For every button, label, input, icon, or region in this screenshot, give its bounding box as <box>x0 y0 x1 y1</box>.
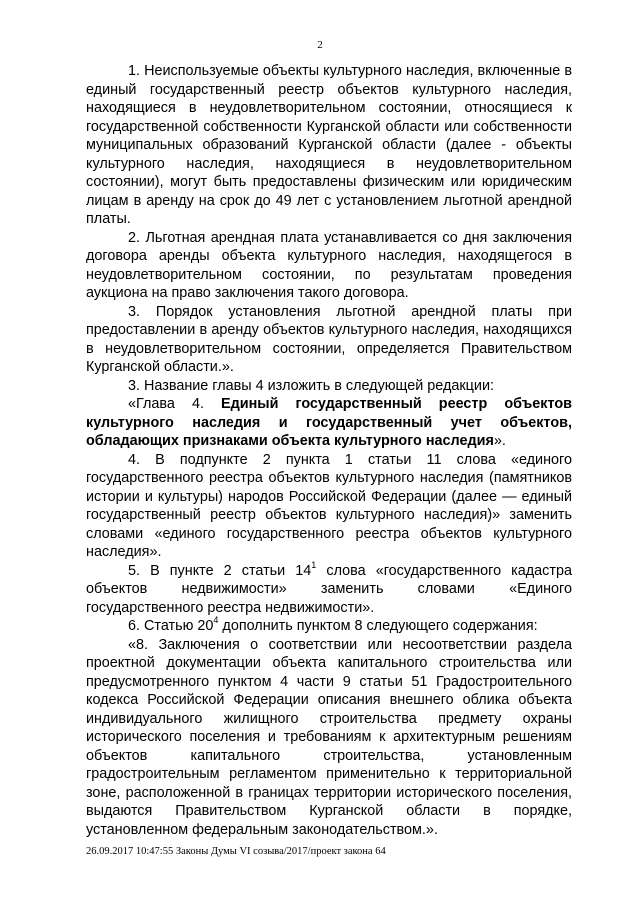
paragraph-5-before: 5. В пункте 2 статьи 14 <box>128 562 312 579</box>
paragraph-5 <box>86 559 572 618</box>
paragraph-6-after: дополнить пунктом 8 следующего содержания: <box>218 618 538 634</box>
page-number: 2 <box>317 39 323 51</box>
paragraph-6 <box>86 617 572 636</box>
paragraph-3: 3. Порядок установления льготной арендной платы при предоставлении в аренду объектов культурного наследия, находящихся в неудовлетворительном состоянии, определяется Правительством Курганской области.». <box>86 303 572 375</box>
chapter-title-suffix: ». <box>493 433 506 449</box>
paragraph-5-superscript: 1 <box>311 559 317 570</box>
paragraph-6-superscript: 4 <box>213 615 219 626</box>
chapter-title-paragraph <box>86 395 572 451</box>
chapter-title-prefix: «Глава 4. <box>128 396 204 412</box>
paragraph-4: 4. В подпункте 2 пункта 1 статьи 11 слова «единого государственного реестра объектов культурного наследия (памятников истории и культуры) народов Российской Федерации (далее — единый государственный реестр объектов культурного наследия)» заменить словами «единого государственного реестра объектов культурного наследия». <box>86 451 572 560</box>
paragraph-8-quote: «8. Заключения о соответствии или несоответствии раздела проектной документации объекта капитального строительства или предусмотренного пунктом 4 части 9 статьи 51 Градостроительного кодекса Российской Федерации описания внешнего облика объекта индивидуального жилищного строительства предмету охраны исторического поселения и требованиям к архитектурным решениям объектов капитального строительства, установленным градостроительным регламентом применительно к территориальной зоне, расположенной в границах территории исторического поселения, выдаются Правительством Курганской области в порядке, установленном федеральным законодательством.». <box>86 636 572 838</box>
paragraph-chapter-rename: 3. Название главы 4 изложить в следующей редакции: <box>128 377 494 394</box>
paragraph-5-after: слова «государственного кадастра объектов недвижимости» заменить словами «Единого государственного реестра недвижимости». <box>86 562 572 616</box>
document-footer: 26.09.2017 10:47:55 Законы Думы VI созыва/2017/проект закона 64 <box>86 846 386 857</box>
paragraph-2: 2. Льготная арендная плата устанавливается со дня заключения договора аренды объекта культурного наследия, находящегося в неудовлетворительном состоянии, по результатам проведения аукциона на право заключения такого договора. <box>86 229 572 301</box>
chapter-title-bold: Единый государственный реестр объектов культурного наследия и государственный учет объектов, обладающих признаками объекта культурного наследия <box>86 396 573 449</box>
paragraph-1: 1. Неиспользуемые объекты культурного наследия, включенные в единый государственный реестр объектов культурного наследия, находящиеся в неудовлетворительном состоянии, относящиеся к государственной собственности Курганской области или собственности муниципальных образований Курганской области (далее - объекты культурного наследия, находящиеся в неудовлетворительном состоянии), могут быть предоставлены физическим или юридическим лицам в аренду на срок до 49 лет с установлением льготной арендной платы. <box>86 63 572 227</box>
paragraph-6-before: 6. Статью 20 <box>128 618 214 634</box>
document-body <box>86 62 572 839</box>
